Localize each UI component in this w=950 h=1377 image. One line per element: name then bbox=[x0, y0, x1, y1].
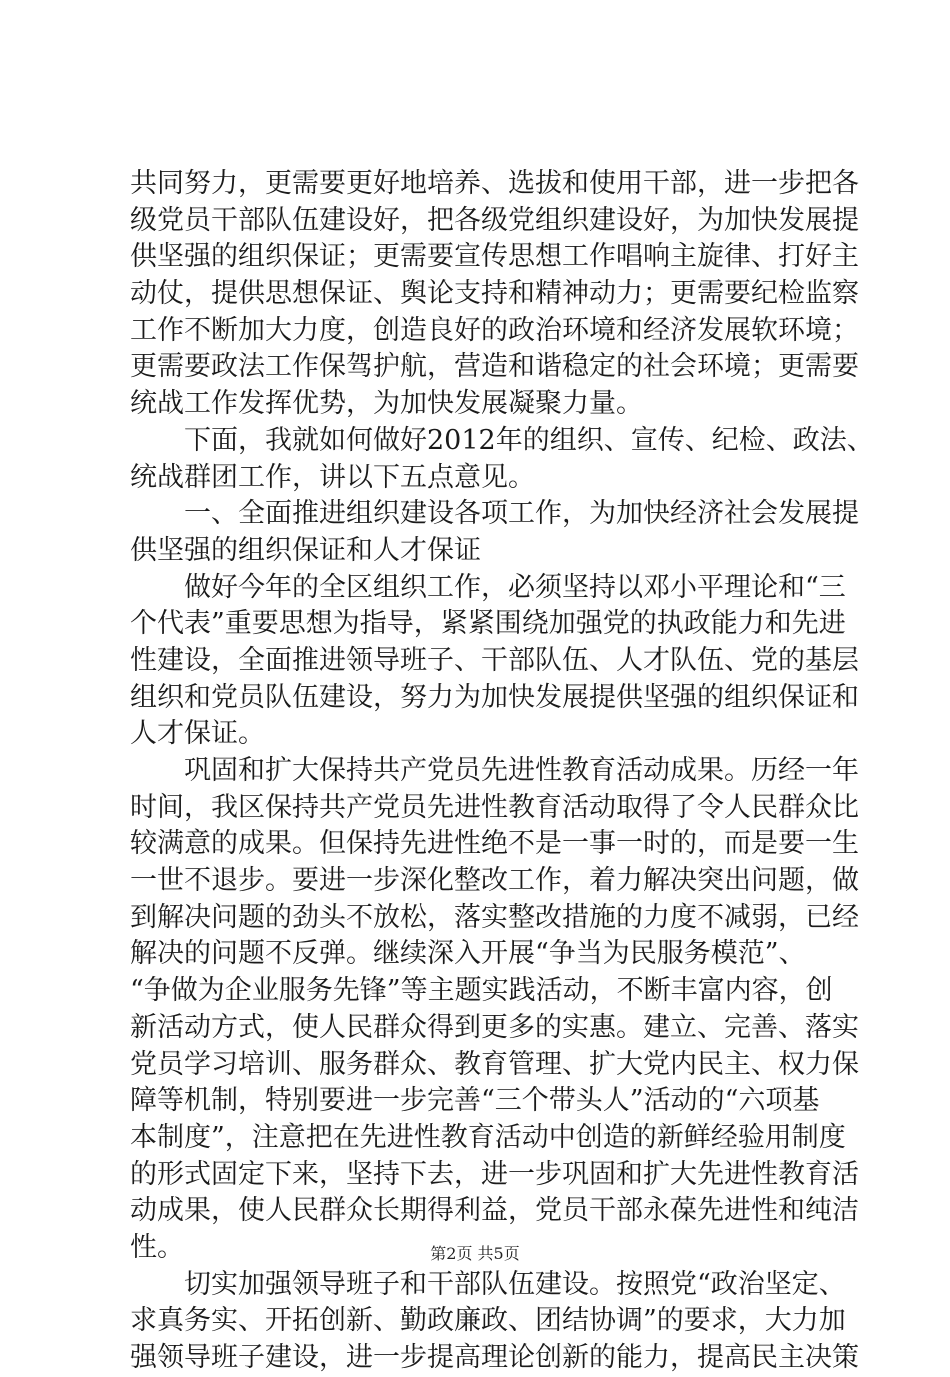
text-line: 统战群团工作，讲以下五点意见。 bbox=[130, 461, 535, 493]
text-line: 党员学习培训、服务群众、教育管理、扩大党内民主、权力保 bbox=[130, 1048, 859, 1080]
text-line: 一世不退步。要进一步深化整改工作，着力解决突出问题，做 bbox=[130, 865, 859, 897]
text-line: 组织和党员队伍建设，努力为加快发展提供坚强的组织保证和 bbox=[130, 681, 859, 713]
text-line: 新活动方式，使人民群众得到更多的实惠。建立、完善、落实 bbox=[130, 1011, 859, 1043]
text-line: 工作不断加大力度，创造良好的政治环境和经济发展软环境； bbox=[130, 314, 859, 346]
text-line: 性建设，全面推进领导班子、干部队伍、人才队伍、党的基层 bbox=[130, 644, 859, 676]
text-line: 性。 bbox=[130, 1231, 184, 1263]
text-line: 做好今年的全区组织工作，必须坚持以邓小平理论和“三 bbox=[130, 571, 846, 603]
text-line: 下面，我就如何做好2012年的组织、宣传、纪检、政法、 bbox=[130, 424, 874, 456]
text-line: 共同努力，更需要更好地培养、选拔和使用干部，进一步把各 bbox=[130, 168, 859, 199]
text-line: 求真务实、开拓创新、勤政廉政、团结协调”的要求，大力加 bbox=[130, 1305, 846, 1337]
text-line: 强领导班子建设，进一步提高理论创新的能力，提高民主决策 bbox=[130, 1342, 859, 1373]
text-line: 个代表”重要思想为指导，紧紧围绕加强党的执政能力和先进 bbox=[130, 608, 846, 640]
text-line: “争做为企业服务先锋”等主题实践活动，不断丰富内容，创 bbox=[130, 975, 833, 1007]
text-line: 的形式固定下来，坚持下去，进一步巩固和扩大先进性教育活 bbox=[130, 1158, 859, 1190]
body-text bbox=[130, 166, 874, 1377]
text-line: 一、全面推进组织建设各项工作，为加快经济社会发展提 bbox=[130, 498, 859, 530]
text-line: 巩固和扩大保持共产党员先进性教育活动成果。历经一年 bbox=[130, 755, 859, 786]
text-line: 本制度”，注意把在先进性教育活动中创造的新鲜经验用制度 bbox=[130, 1121, 846, 1153]
text-line: 障等机制，特别要进一步完善“三个带头人”活动的“六项基 bbox=[130, 1085, 820, 1117]
text-line: 较满意的成果。但保持先进性绝不是一事一时的，而是要一生 bbox=[130, 828, 859, 860]
text-line: 供坚强的组织保证和人才保证 bbox=[130, 534, 481, 566]
text-line: 解决的问题不反弹。继续深入开展“争当为民服务模范”、 bbox=[130, 938, 806, 970]
text-line: 时间，我区保持共产党员先进性教育活动取得了令人民群众比 bbox=[130, 791, 859, 823]
text-line: 到解决问题的劲头不放松，落实整改措施的力度不减弱，已经 bbox=[130, 901, 859, 933]
text-line: 统战工作发挥优势，为加快发展凝聚力量。 bbox=[130, 388, 643, 420]
text-line: 动成果，使人民群众长期得利益，党员干部永葆先进性和纯洁 bbox=[130, 1195, 859, 1227]
text-line: 级党员干部队伍建设好，把各级党组织建设好，为加快发展提 bbox=[130, 204, 859, 236]
text-line: 人才保证。 bbox=[130, 718, 265, 750]
text-line: 供坚强的组织保证；更需要宣传思想工作唱响主旋律、打好主 bbox=[130, 241, 859, 273]
text-line: 动仗，提供思想保证、舆论支持和精神动力；更需要纪检监察 bbox=[130, 278, 859, 310]
page-footer: 第2页 共5页 bbox=[430, 1244, 520, 1263]
text-line: 更需要政法工作保驾护航，营造和谐稳定的社会环境；更需要 bbox=[130, 351, 859, 383]
text-line: 切实加强领导班子和干部队伍建设。按照党“政治坚定、 bbox=[130, 1268, 846, 1300]
